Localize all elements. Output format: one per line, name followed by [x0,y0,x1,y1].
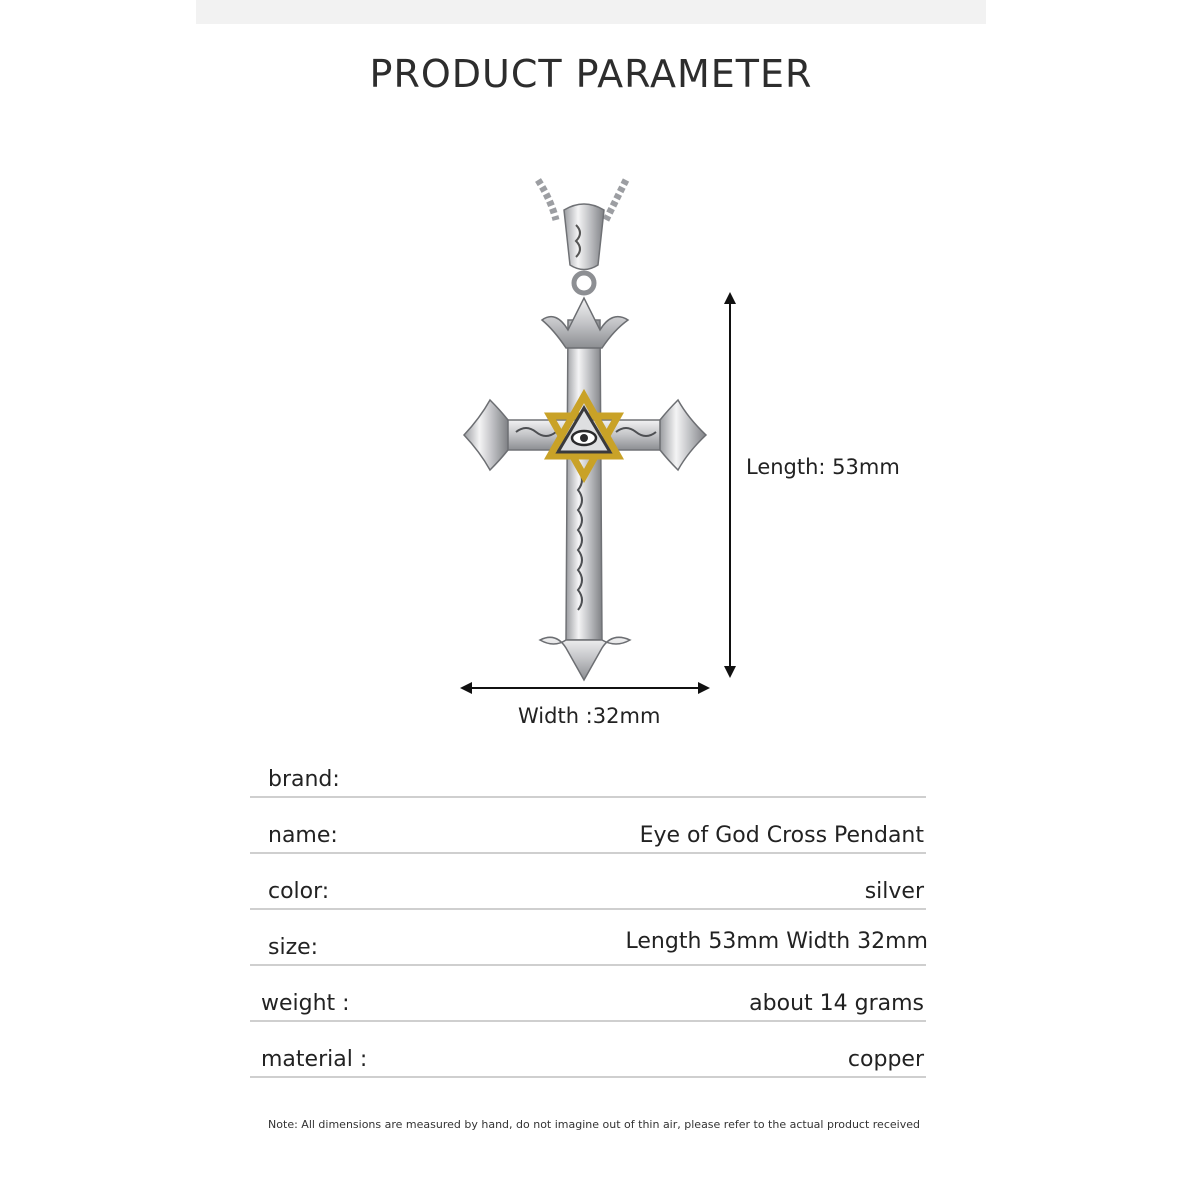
param-value: Length 53mm Width 32mm [625,929,928,954]
width-label: Width :32mm [518,704,661,728]
param-row-color [250,868,926,910]
param-row-material [250,1036,926,1078]
cross-pendant-image [456,170,716,690]
param-label: name: [268,823,338,848]
page-title: PRODUCT PARAMETER [369,52,813,96]
top-banner-strip [196,0,986,24]
param-label: color: [268,879,330,904]
param-value: silver [864,879,924,904]
param-label: material : [261,1047,368,1072]
param-label: brand: [268,767,340,792]
param-row-size [250,924,926,966]
param-value: copper [847,1047,924,1072]
param-label: size: [268,935,319,960]
param-value: about 14 grams [749,991,924,1016]
length-label: Length: 53mm [746,455,900,479]
param-label: weight : [261,991,350,1016]
param-row-weight [250,980,926,1022]
width-dimension-arrow [458,676,712,700]
param-value: Eye of God Cross Pendant [639,823,924,848]
param-row-name [250,812,926,854]
length-dimension-arrow [716,290,746,680]
param-row-brand [250,756,926,798]
footnote: Note: All dimensions are measured by hand, do not imagine out of thin air, please refer to the actual product received [268,1118,920,1131]
